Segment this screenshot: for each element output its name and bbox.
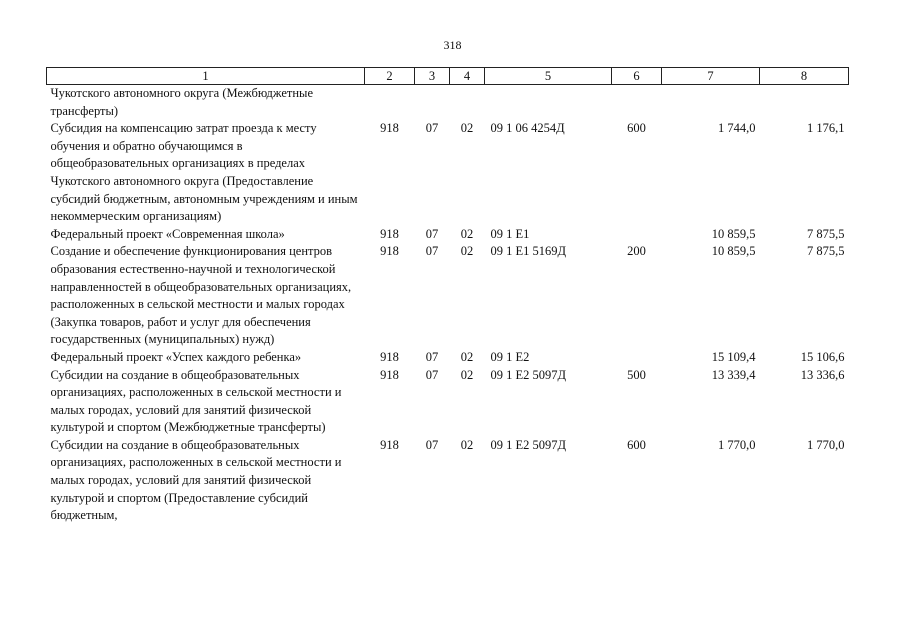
table-row bbox=[47, 243, 849, 349]
page-number: 318 bbox=[443, 38, 462, 52]
amount-col7: 13 339,4 bbox=[711, 367, 756, 382]
subsection-code: 02 bbox=[460, 367, 474, 382]
amount-col7: 1 744,0 bbox=[718, 121, 756, 136]
column-number-header bbox=[47, 68, 849, 85]
target-article-code: 09 1 06 4254Д bbox=[490, 121, 565, 136]
continuation-row bbox=[47, 85, 849, 121]
section-code: 07 bbox=[425, 437, 439, 452]
amount-col8: 1 770,0 bbox=[807, 437, 845, 452]
table-row bbox=[47, 226, 849, 244]
column-header: 8 bbox=[760, 68, 849, 85]
grbs-code: 918 bbox=[380, 226, 399, 241]
amount-col8: 7 875,5 bbox=[807, 244, 845, 259]
expense-type-code: 200 bbox=[627, 244, 646, 259]
column-header: 4 bbox=[450, 68, 485, 85]
row-name: Создание и обеспечение функционирования центров образования естественно-научной и технологической направленностей в общеобразовательных организациях, расположенных в сельской местности и малых городах (Закупка товаров, работ и услуг для обеспечения государственных (муниципальных) нужд) bbox=[50, 244, 352, 347]
expense-type-code: 600 bbox=[627, 437, 646, 452]
column-header: 1 bbox=[47, 68, 365, 85]
amount-col8: 15 106,6 bbox=[800, 349, 845, 364]
amount-col7: 1 770,0 bbox=[718, 437, 756, 452]
column-header: 2 bbox=[365, 68, 415, 85]
grbs-code: 918 bbox=[380, 367, 399, 382]
expense-type-code bbox=[612, 226, 662, 244]
column-header: 3 bbox=[415, 68, 450, 85]
row-name: Федеральный проект «Современная школа» bbox=[50, 226, 285, 241]
column-header: 6 bbox=[612, 68, 662, 85]
amount-col8: 1 176,1 bbox=[807, 121, 845, 136]
row-name: Субсидия на компенсацию затрат проезда к месту обучения и обратно обучающимся в общеобразовательных организациях в пределах Чукотского автономного округа (Предоставление субсидий бюджетным, автономным учреждениям и иным некоммерческим организациям) bbox=[50, 121, 358, 224]
table-row bbox=[47, 367, 849, 437]
amount-col7: 10 859,5 bbox=[711, 226, 756, 241]
target-article-code: 09 1 E1 5169Д bbox=[490, 244, 567, 259]
budget-table bbox=[46, 67, 849, 525]
column-header: 7 bbox=[662, 68, 760, 85]
table-row bbox=[47, 120, 849, 226]
subsection-code: 02 bbox=[460, 437, 474, 452]
amount-col7: 15 109,4 bbox=[711, 349, 756, 364]
grbs-code: 918 bbox=[380, 437, 399, 452]
section-code: 07 bbox=[425, 349, 439, 364]
grbs-code: 918 bbox=[380, 244, 399, 259]
subsection-code: 02 bbox=[460, 244, 474, 259]
section-code: 07 bbox=[425, 244, 439, 259]
subsection-code: 02 bbox=[460, 349, 474, 364]
grbs-code: 918 bbox=[380, 349, 399, 364]
row-name: Субсидии на создание в общеобразовательных организациях, расположенных в сельской местности и малых городах, условий для занятий физической культурой и спортом (Межбюджетные трансферты) bbox=[50, 367, 342, 435]
target-article-code: 09 1 E1 bbox=[490, 226, 530, 241]
amount-col8: 13 336,6 bbox=[800, 367, 845, 382]
row-name: Чукотского автономного округа (Межбюджетные трансферты) bbox=[50, 86, 313, 118]
grbs-code: 918 bbox=[380, 121, 399, 136]
row-name: Федеральный проект «Успех каждого ребенка» bbox=[50, 349, 302, 364]
expense-type-code bbox=[612, 349, 662, 367]
column-header: 5 bbox=[485, 68, 612, 85]
section-code: 07 bbox=[425, 121, 439, 136]
target-article-code: 09 1 E2 bbox=[490, 349, 530, 364]
table-row bbox=[47, 349, 849, 367]
subsection-code: 02 bbox=[460, 226, 474, 241]
section-code: 07 bbox=[425, 226, 439, 241]
subsection-code: 02 bbox=[460, 121, 474, 136]
target-article-code: 09 1 E2 5097Д bbox=[490, 367, 567, 382]
table-row bbox=[47, 437, 849, 525]
row-name: Субсидии на создание в общеобразовательных организациях, расположенных в сельской местности и малых городах, условий для занятий физической культурой и спортом (Предоставление субсидий бюджетным, bbox=[50, 437, 342, 523]
expense-type-code: 500 bbox=[627, 367, 646, 382]
amount-col8: 7 875,5 bbox=[807, 226, 845, 241]
amount-col7: 10 859,5 bbox=[711, 244, 756, 259]
expense-type-code: 600 bbox=[627, 121, 646, 136]
target-article-code: 09 1 E2 5097Д bbox=[490, 437, 567, 452]
section-code: 07 bbox=[425, 367, 439, 382]
